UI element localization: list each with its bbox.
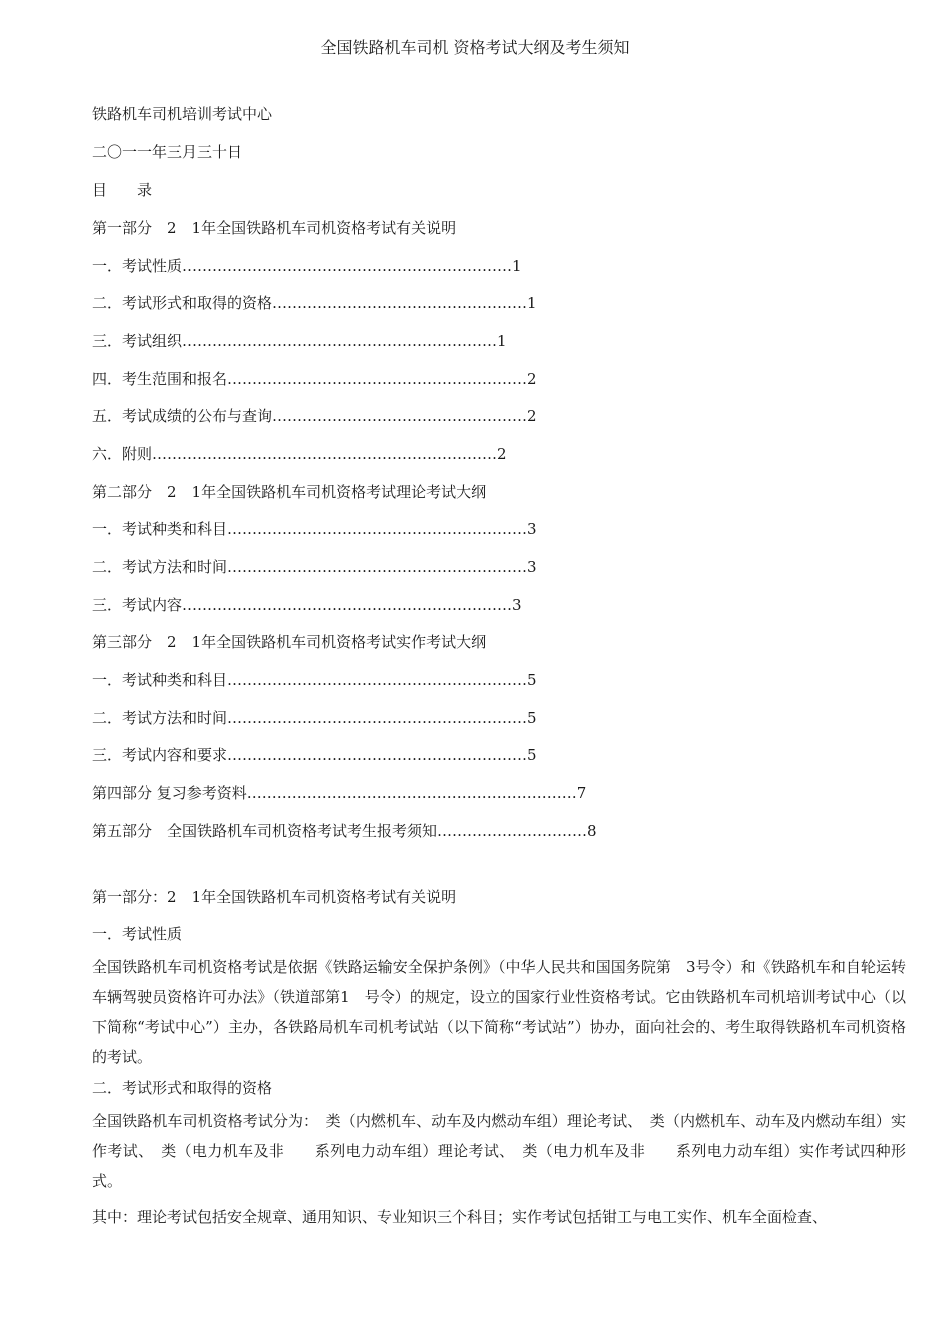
section2-paragraph: 全国铁路机车司机资格考试分为： 类（内燃机车、动车及内燃动车组）理论考试、 类（内燃机车、动车及内燃动车组）实作考试、 类（电力机车及非 系列电力动车组）理论考试、 类（电力机车及非 系列电力动车组）实作考试四种形式。 [92,1112,906,1190]
toc-entry[interactable]: 一．考试性质…………………………………………………………1 [92,257,522,275]
document-title: 全国铁路机车司机 资格考试大纲及考生须知 [320,38,630,57]
toc-entry[interactable]: 第二部分 2 1年全国铁路机车司机资格考试理论考试大纲 [92,483,487,501]
section2-heading: 二．考试形式和取得的资格 [92,1079,273,1097]
issue-date: 二〇一一年三月三十日 [92,143,243,161]
toc-entry[interactable]: 一．考试种类和科目……………………………………………………3 [92,520,537,538]
section2-paragraph-continued: 其中：理论考试包括安全规章、通用知识、专业知识三个科目；实作考试包括钳工与电工实作、机车全面检查、 [92,1208,828,1226]
issuing-organization: 铁路机车司机培训考试中心 [92,105,273,123]
toc-entry[interactable]: 六．附则……………………………………………………………2 [92,445,507,463]
toc-entry[interactable]: 二．考试方法和时间……………………………………………………5 [92,709,537,727]
toc-entry[interactable]: 第一部分 2 1年全国铁路机车司机资格考试有关说明 [92,219,457,237]
toc-entry[interactable]: 三．考试组织………………………………………………………1 [92,332,507,350]
toc-entry[interactable]: 第四部分 复习参考资料…………………………………………………………7 [92,784,587,802]
toc-entry[interactable]: 第五部分 全国铁路机车司机资格考试考生报考须知…………………………8 [92,822,597,840]
table-of-contents [92,200,906,841]
toc-entry[interactable]: 三．考试内容…………………………………………………………3 [92,596,522,614]
section1-paragraph: 全国铁路机车司机资格考试是依据《铁路运输安全保护条例》（中华人民共和国国务院第 3号令）和《铁路机车和自轮运转车辆驾驶员资格许可办法》（铁道部第1 号令）的规定，设立的国家行业性资格考试。它由铁路机车司机培训考试中心（以下简称“考试中心”）主办，各铁路局机车司机考试站（以下简称“考试站”）协办，面向社会的、考生取得铁路机车司机资格的考试。 [92,958,906,1066]
toc-entry[interactable]: 二．考试形式和取得的资格……………………………………………1 [92,294,537,312]
part1-heading: 第一部分：2 1年全国铁路机车司机资格考试有关说明 [92,888,457,906]
toc-entry[interactable]: 第三部分 2 1年全国铁路机车司机资格考试实作考试大纲 [92,633,487,651]
toc-entry[interactable]: 四．考生范围和报名……………………………………………………2 [92,370,537,388]
section1-heading: 一．考试性质 [92,925,183,943]
toc-heading: 目 录 [92,181,153,199]
toc-entry[interactable]: 三．考试内容和要求……………………………………………………5 [92,746,537,764]
toc-entry[interactable]: 五．考试成绩的公布与查询……………………………………………2 [92,407,537,425]
toc-entry[interactable]: 一．考试种类和科目……………………………………………………5 [92,671,537,689]
toc-entry[interactable]: 二．考试方法和时间……………………………………………………3 [92,558,537,576]
